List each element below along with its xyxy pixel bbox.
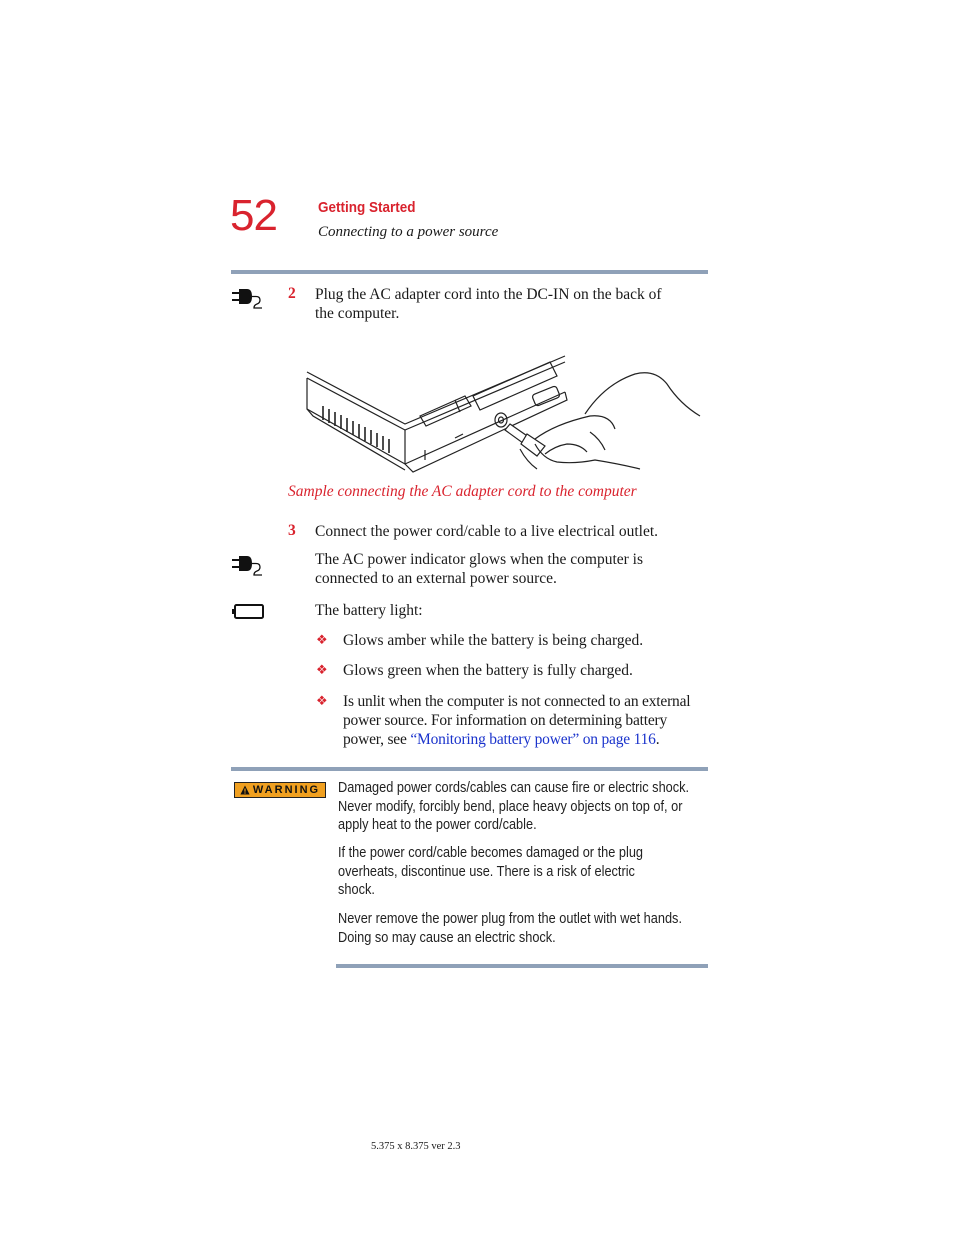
- ac-power-plug-icon: [232, 554, 264, 581]
- warning-line: Never modify, forcibly bend, place heavy objects on top of, or: [338, 798, 683, 815]
- step-3-text: Connect the power cord/cable to a live electrical outlet.: [315, 523, 659, 540]
- battery-bullet-3-prefix: power, see: [343, 731, 411, 748]
- top-rule: [231, 270, 708, 274]
- warning-line: shock.: [338, 882, 375, 898]
- warning-triangle-icon: [240, 785, 250, 795]
- warning-line: apply heat to the power cord/cable.: [338, 817, 537, 833]
- bullet-glyph: ❖: [316, 632, 328, 647]
- section-title: Connecting to a power source: [318, 224, 499, 240]
- warning-paragraph-2: [338, 844, 643, 900]
- ac-indicator-line1: The AC power indicator glows when the computer is: [315, 551, 644, 568]
- battery-icon: [232, 603, 266, 626]
- battery-bullet-3-line1: Is unlit when the computer is not connected to an external: [343, 693, 691, 710]
- warning-line: Never remove the power plug from the outlet with wet hands.: [338, 911, 682, 927]
- warning-top-rule: [231, 767, 708, 771]
- warning-paragraph-1: [338, 779, 689, 835]
- bullet-glyph: ❖: [316, 693, 328, 708]
- battery-bullet-3-line3: [343, 730, 690, 749]
- warning-bottom-rule: [336, 964, 708, 968]
- warning-badge: [234, 782, 326, 798]
- ac-power-plug-icon: [232, 287, 264, 314]
- step-2-text: [315, 285, 662, 323]
- figure-caption: Sample connecting the AC adapter cord to the computer: [288, 483, 637, 500]
- step-number-2: 2: [288, 285, 296, 302]
- battery-bullet-1: Glows amber while the battery is being charged.: [343, 632, 644, 649]
- warning-label: WARNING: [252, 784, 321, 796]
- step-2-line2: the computer.: [315, 305, 400, 322]
- ac-indicator-text: [315, 550, 643, 588]
- warning-line: Damaged power cords/cables can cause fire or electric shock.: [338, 780, 690, 796]
- battery-bullet-3-suffix: .: [655, 731, 660, 748]
- ac-adapter-illustration: [305, 354, 705, 481]
- ac-indicator-line2: connected to an external power source.: [315, 570, 557, 587]
- battery-bullet-3: [343, 692, 690, 749]
- chapter-title: Getting Started: [318, 199, 416, 216]
- page-number: 52: [230, 191, 277, 240]
- warning-line: Doing so may cause an electric shock.: [338, 929, 556, 946]
- battery-bullet-3-line2: power source. For information on determining battery: [343, 712, 668, 729]
- warning-line: If the power cord/cable becomes damaged or the plug: [338, 845, 644, 861]
- battery-intro: The battery light:: [315, 602, 423, 619]
- step-2-line1: Plug the AC adapter cord into the DC-IN on the back of: [315, 286, 662, 303]
- monitoring-battery-link[interactable]: “Monitoring battery power” on page 116: [410, 731, 656, 748]
- bullet-glyph: ❖: [316, 662, 328, 677]
- warning-paragraph-3: [338, 910, 682, 947]
- warning-line: overheats, discontinue use. There is a risk of electric: [338, 863, 635, 880]
- step-number-3: 3: [288, 522, 296, 539]
- footer-version: 5.375 x 8.375 ver 2.3: [371, 1141, 461, 1152]
- battery-bullet-2: Glows green when the battery is fully charged.: [343, 662, 633, 679]
